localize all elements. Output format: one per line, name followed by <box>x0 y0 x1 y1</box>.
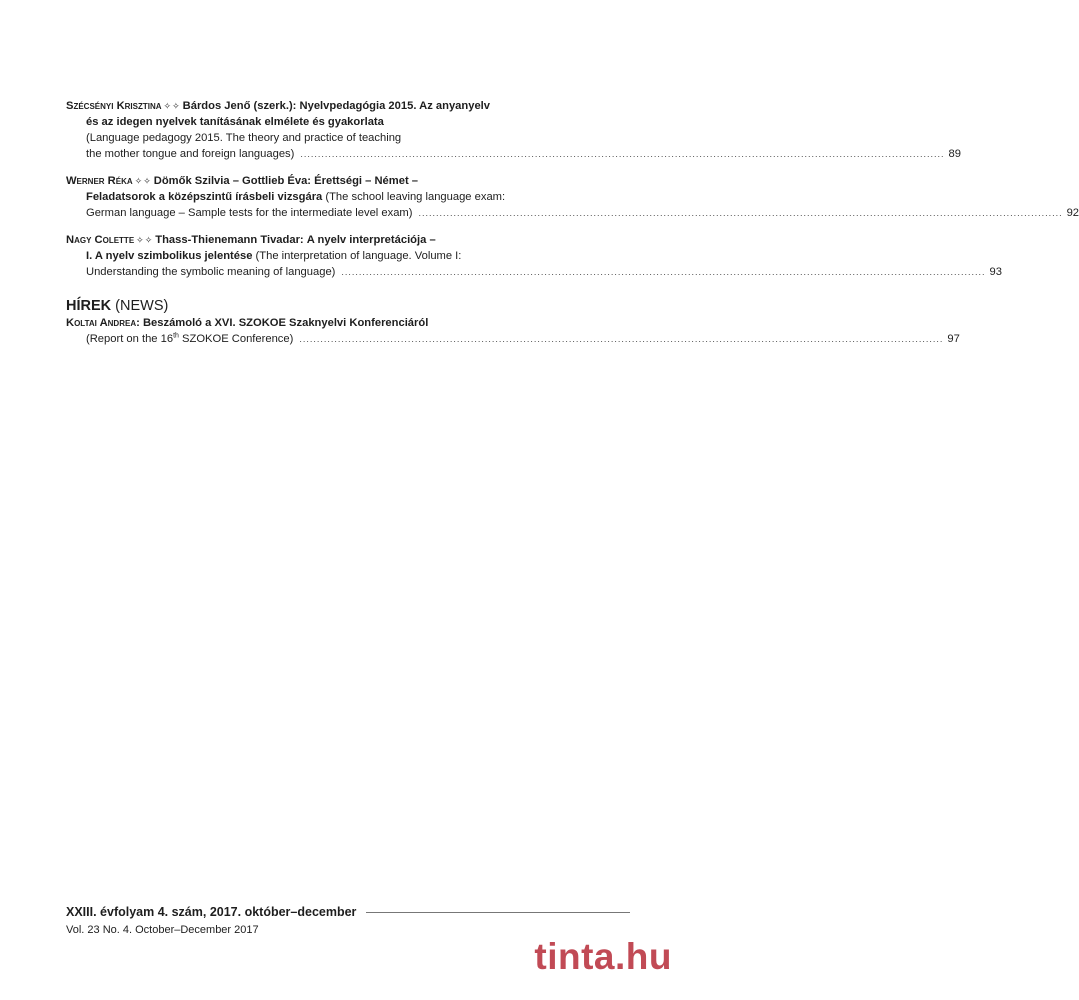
separator-glyph: ✧✧ <box>136 235 154 245</box>
book-author: Bárdos Jenő (szerk.): <box>182 100 297 112</box>
translation-cont: Understanding the symbolic meaning of language) <box>86 266 336 278</box>
toc-leader-line <box>66 205 1079 221</box>
toc-entry[interactable] <box>66 173 1079 221</box>
dot-leader: ........................................................................................................................................................................................ <box>300 149 945 159</box>
watermark-logo: tinta.hu <box>534 936 672 977</box>
dot-leader: ........................................................................................................................................................................................ <box>418 208 1063 218</box>
reviewer-name: Werner Réka <box>66 175 133 187</box>
page-number: 93 <box>989 266 1002 278</box>
section-heading <box>66 297 630 315</box>
issue-info-en: Vol. 23 No. 4. October–December 2017 <box>66 924 259 936</box>
book-author: Thass-Thienemann Tivadar: <box>155 234 304 246</box>
translation: (Report on the 16th SZOKOE Conference) <box>86 332 294 345</box>
separator-glyph: ✧✧ <box>163 101 181 111</box>
reviewer-name: Nagy Colette <box>66 234 135 246</box>
toc-entry[interactable] <box>66 232 1002 280</box>
translation: (The interpretation of language. Volume I: <box>255 250 462 262</box>
section-heading-en: (NEWS) <box>115 298 169 314</box>
book-title: Érettségi – Német – <box>314 175 418 187</box>
news-title: Beszámoló a XVI. SZOKOE Szaknyelvi Konferenciáról <box>142 317 429 329</box>
news-author: Koltai Andrea: <box>66 317 140 329</box>
toc-entry[interactable] <box>66 98 961 162</box>
reviewer-name: Szécsényi Krisztina <box>66 100 162 112</box>
toc-leader-line <box>66 331 960 347</box>
book-title-cont: I. A nyelv szimbolikus jelentése <box>86 250 253 262</box>
book-title: A nyelv interpretációja – <box>306 234 436 246</box>
ordinal-suffix: th <box>173 332 179 340</box>
page-number: 92 <box>1066 207 1079 219</box>
page-number: 97 <box>947 333 960 345</box>
toc-entry[interactable] <box>66 315 960 347</box>
translation-cont: the mother tongue and foreign languages) <box>86 148 295 160</box>
separator-glyph: ✧✧ <box>134 176 152 186</box>
footer-rule <box>366 912 630 913</box>
toc-leader-line <box>66 146 961 162</box>
translation: (The school leaving language exam: <box>325 191 506 203</box>
issue-footer <box>66 904 630 938</box>
table-of-contents <box>66 98 1079 358</box>
translation: (Language pedagogy 2015. The theory and practice of teaching <box>86 132 402 144</box>
page-number: 89 <box>948 148 961 160</box>
toc-leader-line <box>66 264 1002 280</box>
issue-info-hu: XXIII. évfolyam 4. szám, 2017. október–december <box>66 905 357 919</box>
book-title-cont: Feladatsorok a középszintű írásbeli vizsgára <box>86 191 323 203</box>
section-heading-hu: HÍREK <box>66 298 112 314</box>
dot-leader: ........................................................................................................................................................................................ <box>341 267 986 277</box>
book-title: Nyelvpedagógia 2015. Az anyanyelv <box>299 100 491 112</box>
book-author: Dömők Szilvia – Gottlieb Éva: <box>153 175 312 187</box>
dot-leader: ........................................................................................................................................................................................ <box>299 334 944 344</box>
translation-cont: German language – Sample tests for the intermediate level exam) <box>86 207 413 219</box>
book-title-cont: és az idegen nyelvek tanításának elmélete és gyakorlata <box>86 116 384 128</box>
